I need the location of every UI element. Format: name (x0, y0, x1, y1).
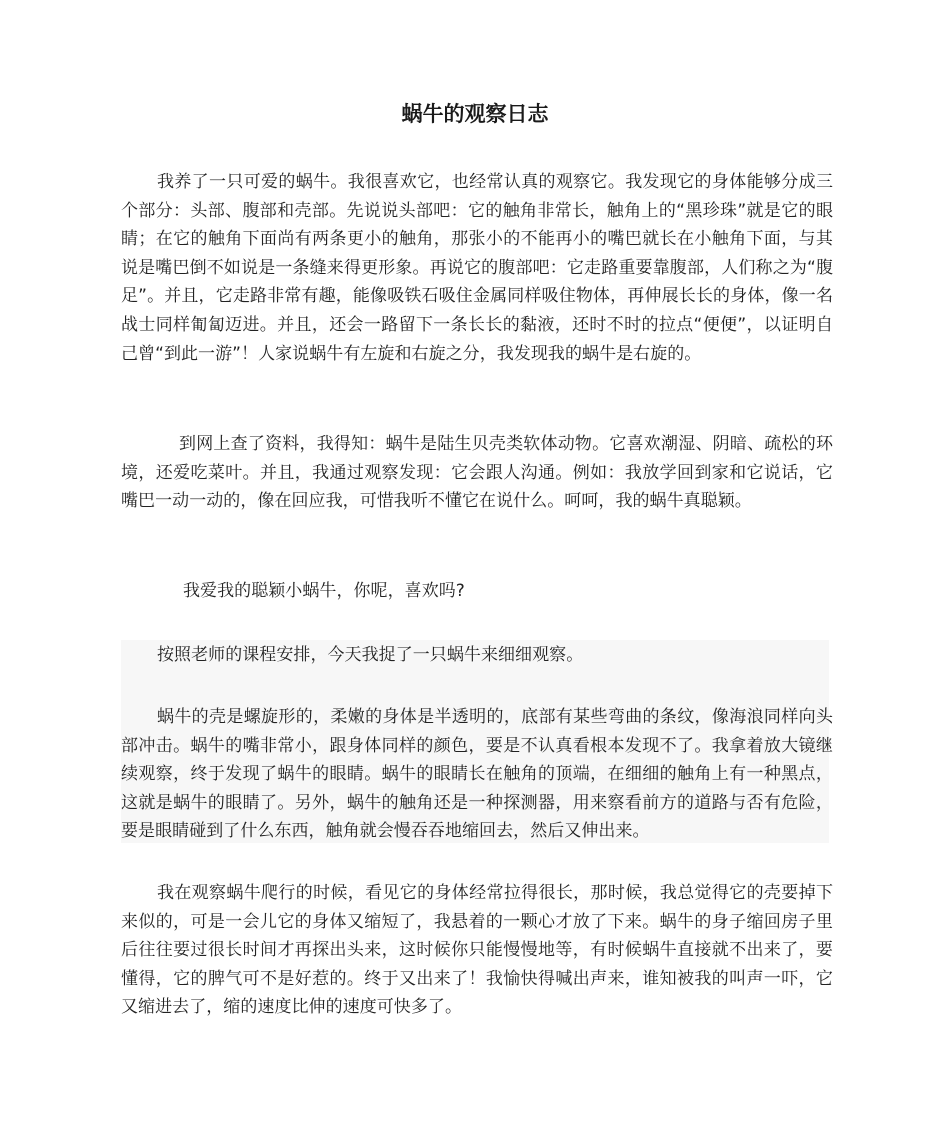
document-title: 蜗牛的观察日志 (401, 102, 549, 126)
paragraph-shell-eyes: 蜗牛的壳是螺旋形的，柔嫩的身体是半透明的，底部有某些弯曲的条纹，像海浪同样向头部冲击。蜗牛的嘴非常小，跟身体同样的颜色，要是不认真看根本发现不了。我拿着放大镜继续观察，终于发现了蜗牛的眼睛。蜗牛的眼睛长在触角的顶端，在细细的触角上有一种黑点，这就是蜗牛的眼睛了。另外，蜗牛的触角还是一种探测器，用来察看前方的道路与否有危险，要是眼睛碰到了什么东西，触角就会慢吞吞地缩回去，然后又伸出来。 (121, 707, 833, 842)
paragraph-head-body: 我养了一只可爱的蜗牛。我很喜欢它，也经常认真的观察它。我发现它的身体能够分成三个部分：头部、腹部和壳部。先说说头部吧：它的触角非常长，触角上的“黑珍珠”就是它的眼睛；在它的触角下面尚有两条更小的触角，那张小的不能再小的嘴巴就长在小触角下面，与其说是嘴巴倒不如说是一条缝来得更形象。再说它的腹部吧：它走路重要靠腹部，人们称之为“腹足”。并且，它走路非常有趣，能像吸铁石吸住金属同样吸住物体，再伸展长长的身体，像一名战士同样匍匐迈进。并且，还会一路留下一条长长的黏液，还时不时的拉点“便便”，以证明自己曾“到此一游”！人家说蜗牛有左旋和右旋之分，我发现我的蜗牛是右旋的。 (121, 172, 833, 364)
paragraph-crawling: 我在观察蜗牛爬行的时候，看见它的身体经常拉得很长，那时候，我总觉得它的壳要掉下来似的，可是一会儿它的身体又缩短了，我悬着的一颗心才放了下来。蜗牛的身子缩回房子里后往往要过很长时间才再探出头来，这时候你只能慢慢地等，有时候蜗牛直接就不出来了，要懂得，它的脾气可不是好惹的。终于又出来了！我愉快得喊出声来，谁知被我的叫声一吓，它又缩进去了，缩的速度比伸的速度可快多了。 (121, 883, 833, 1018)
paragraph-lesson-intro: 按照老师的课程安排，今天我捉了一只蜗牛来细细观察。 (157, 645, 584, 665)
paragraph-question: 我爱我的聪颖小蜗牛，你呢，喜欢吗? (183, 581, 465, 601)
paragraph-research: 到网上查了资料，我得知：蜗牛是陆生贝壳类软体动物。它喜欢潮湿、阴暗、疏松的环境，还爱吃菜叶。并且，我通过观察发现：它会跟人沟通。例如：我放学回到家和它说话，它嘴巴一动一动的，像在回应我，可惜我听不懂它在说什么。呵呵，我的蜗牛真聪颖。 (121, 434, 833, 512)
